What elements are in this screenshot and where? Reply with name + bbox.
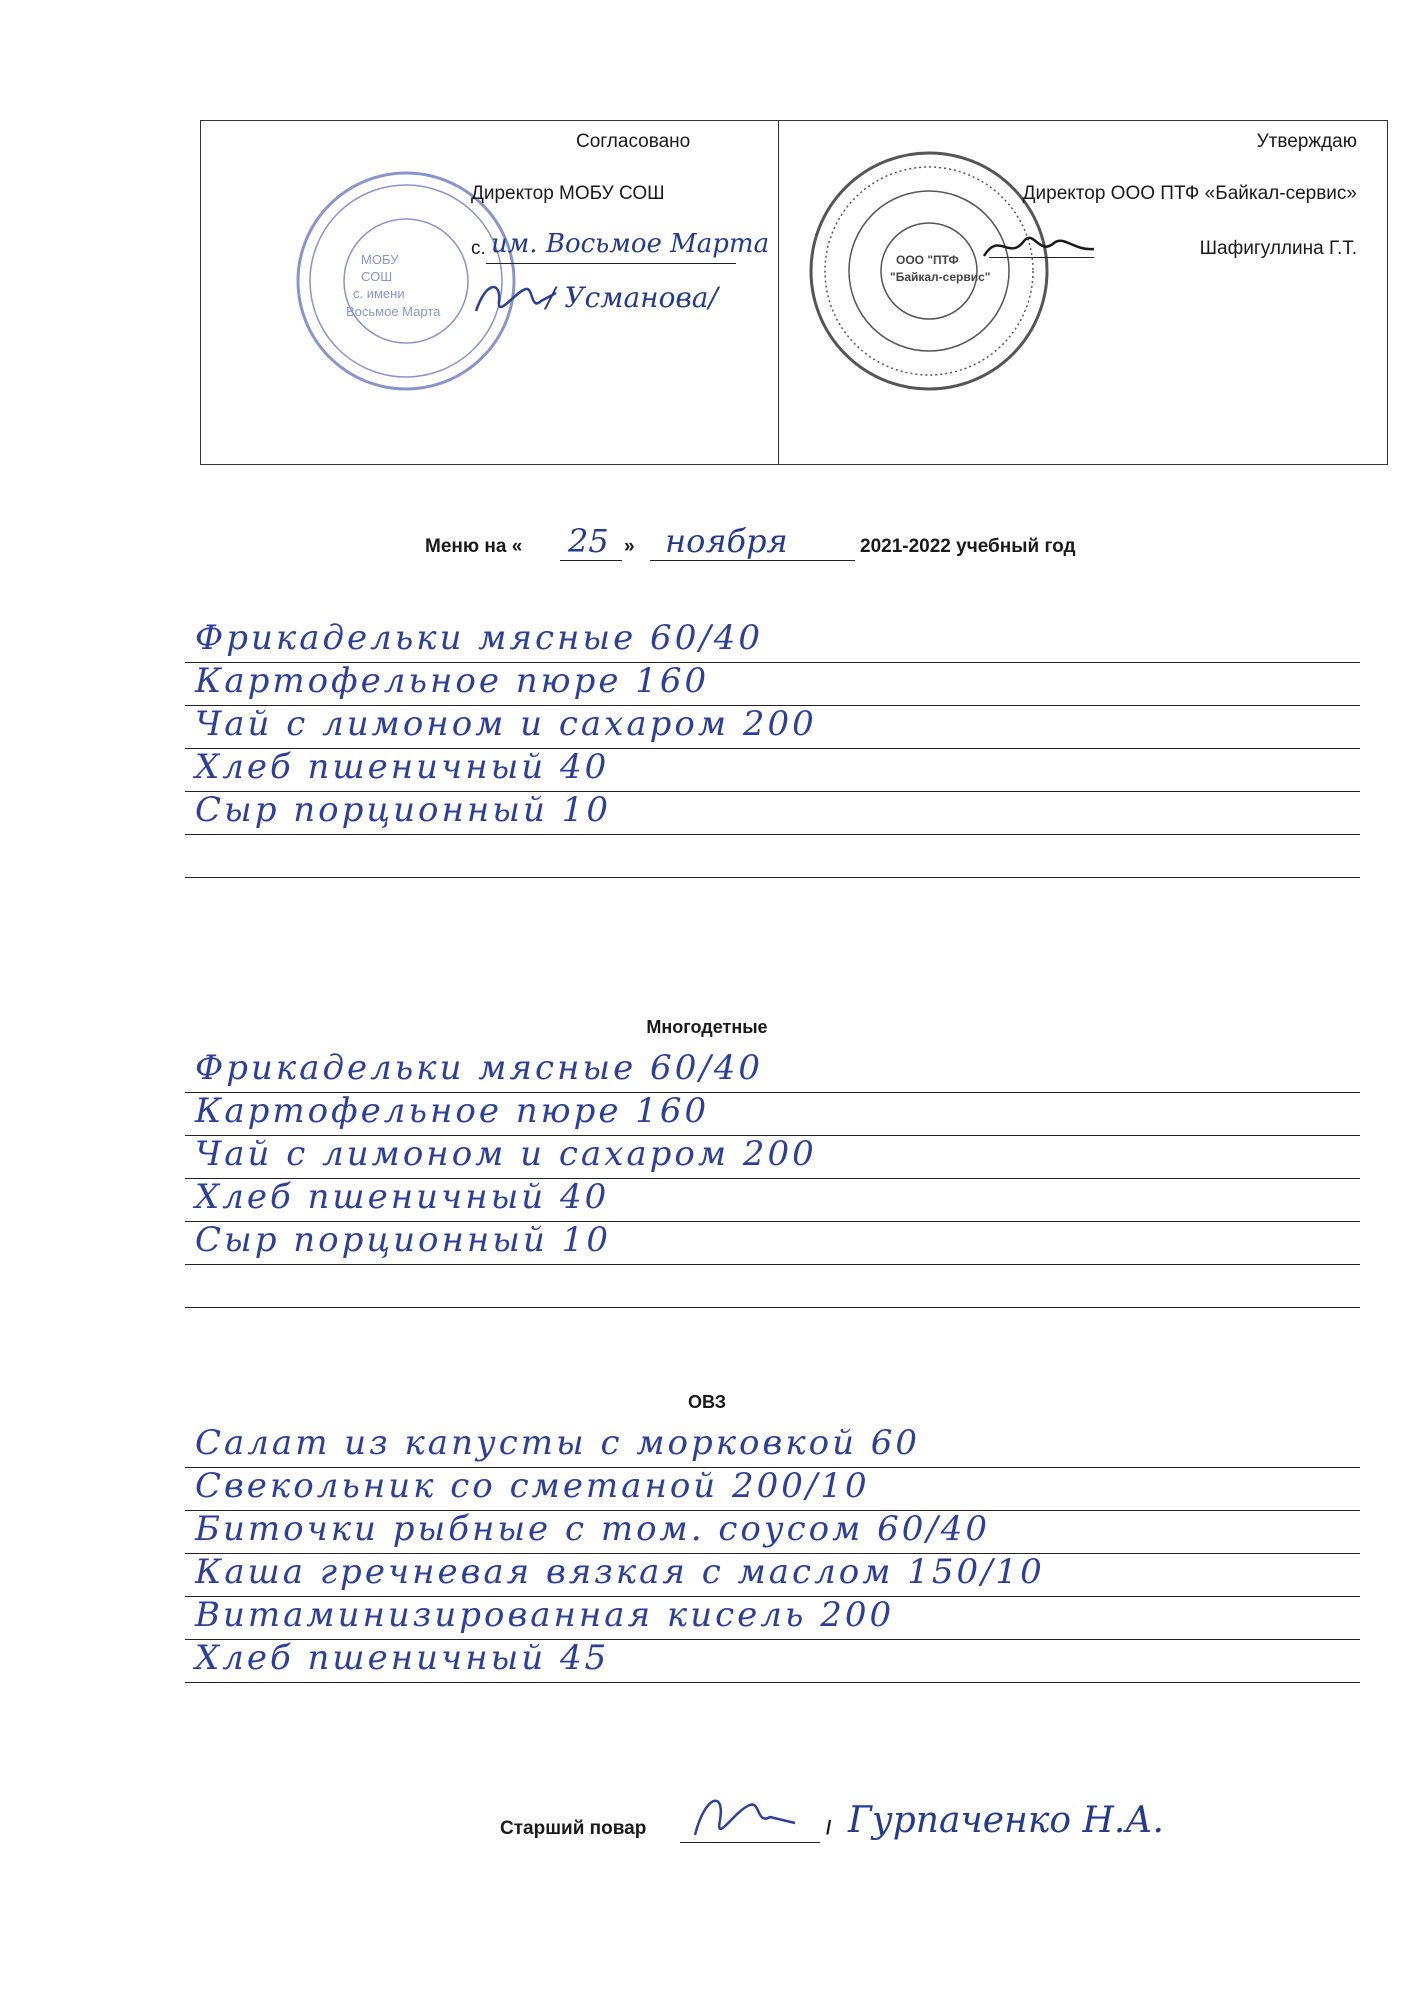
svg-text:"Байкал-сервис": "Байкал-сервис" <box>890 270 991 284</box>
section-heading-ovz: ОВЗ <box>687 1392 727 1412</box>
list-item: Сыр порционный 10 <box>185 792 1360 835</box>
approval-table <box>200 120 1388 465</box>
main-menu <box>185 620 1360 878</box>
title-day-line <box>560 560 622 561</box>
cook-signature-line <box>680 1842 820 1843</box>
svg-text:с. имени: с. имени <box>353 286 405 301</box>
footer-label: Старший повар <box>500 1818 647 1839</box>
large-families-menu <box>185 1050 1360 1308</box>
approved-signature-line <box>989 257 1094 258</box>
approval-agreed-cell <box>201 121 779 464</box>
footer-separator: / <box>826 1818 832 1839</box>
title-day: 25 <box>568 522 609 560</box>
list-item <box>185 835 1360 878</box>
list-item: Фрикадельки мясные 60/40 <box>185 620 1360 663</box>
cook-signature <box>685 1785 805 1855</box>
list-item: Фрикадельки мясные 60/40 <box>185 1050 1360 1093</box>
list-item <box>185 1265 1360 1308</box>
list-item: Картофельное пюре 160 <box>185 663 1360 706</box>
title-middle: » <box>624 536 635 557</box>
approved-signer: Шафигуллина Г.Т. <box>1199 238 1357 259</box>
list-item: Сыр порционный 10 <box>185 1222 1360 1265</box>
svg-text:Восьмое Марта: Восьмое Марта <box>346 304 441 319</box>
list-item: Витаминизированная кисель 200 <box>185 1597 1360 1640</box>
list-item: Каша гречневая вязкая с маслом 150/10 <box>185 1554 1360 1597</box>
agreed-school-handwritten: им. Восьмое Марта <box>491 229 770 259</box>
title-month: ноября <box>665 522 788 560</box>
agreed-school-underline <box>486 263 736 264</box>
svg-text:СОШ: СОШ <box>361 269 393 284</box>
title-suffix: 2021-2022 учебный год <box>860 536 1076 557</box>
svg-text:МОБУ: МОБУ <box>361 252 399 267</box>
list-item: Чай с лимоном и сахаром 200 <box>185 706 1360 749</box>
approved-position: Директор ООО ПТФ «Байкал-сервис» <box>1022 183 1357 204</box>
approved-heading: Утверждаю <box>1256 131 1357 152</box>
list-item: Чай с лимоном и сахаром 200 <box>185 1136 1360 1179</box>
ovz-menu <box>185 1425 1360 1683</box>
company-stamp <box>804 146 1054 396</box>
list-item: Салат из капусты с морковкой 60 <box>185 1425 1360 1468</box>
menu-title <box>0 520 1414 570</box>
approval-approved-cell <box>779 121 1387 464</box>
agreed-signature-name: / Усманова/ <box>546 281 718 314</box>
list-item: Свекольник со сметаной 200/10 <box>185 1468 1360 1511</box>
footer-name: Гурпаченко Н.А. <box>848 1800 1164 1841</box>
svg-text:ООО "ПТФ: ООО "ПТФ <box>896 253 959 267</box>
list-item: Биточки рыбные с том. соусом 60/40 <box>185 1511 1360 1554</box>
list-item: Хлеб пшеничный 45 <box>185 1640 1360 1683</box>
agreed-heading: Согласовано <box>576 131 691 152</box>
list-item: Хлеб пшеничный 40 <box>185 1179 1360 1222</box>
list-item: Хлеб пшеничный 40 <box>185 749 1360 792</box>
list-item: Картофельное пюре 160 <box>185 1093 1360 1136</box>
title-prefix: Меню на « <box>425 536 523 557</box>
section-heading-large-families: Многодетные <box>646 1017 768 1037</box>
approved-signature <box>979 221 1099 271</box>
agreed-school-prefix: с. <box>471 238 486 259</box>
title-month-line <box>650 560 855 561</box>
agreed-position: Директор МОБУ СОШ <box>471 183 665 204</box>
